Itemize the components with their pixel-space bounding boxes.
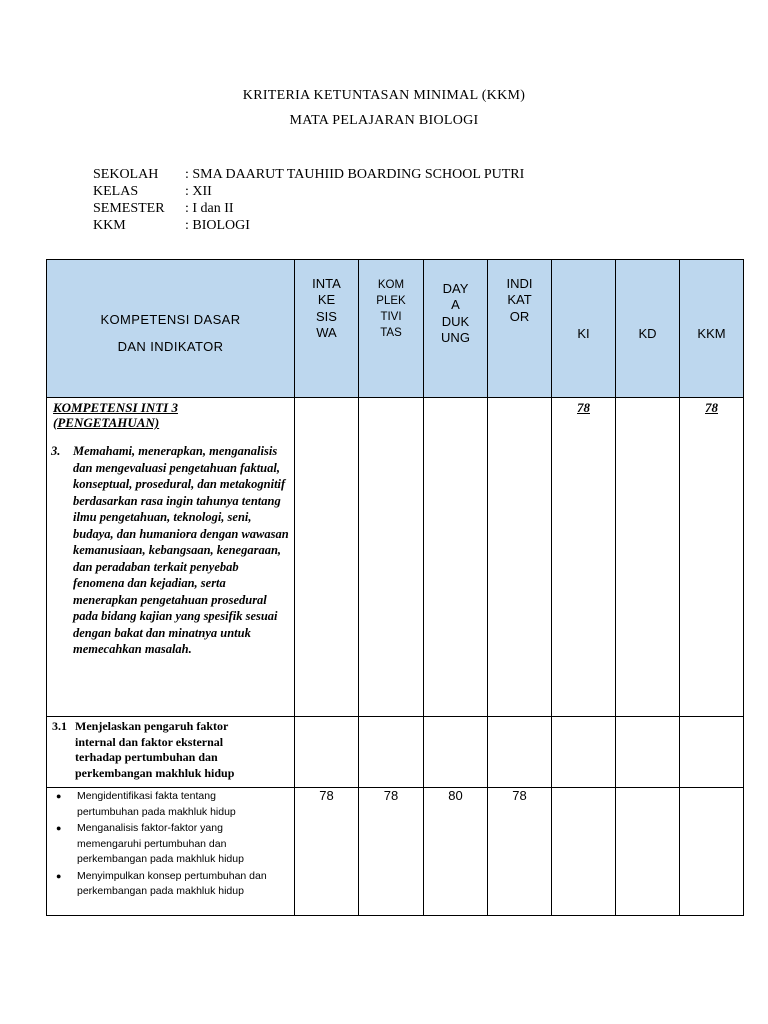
- header-kd-label: KD: [638, 326, 657, 341]
- kd-3-1-cell: [47, 717, 295, 788]
- empty-cell: [616, 788, 680, 916]
- header-kd-line1: KOMPETENSI DASAR: [100, 311, 241, 327]
- header-kompetensi-dasar: [47, 260, 295, 398]
- empty-cell: [488, 717, 552, 788]
- empty-cell: [359, 717, 424, 788]
- intake-value: 78: [295, 788, 359, 916]
- bullet-icon: ●: [56, 870, 62, 881]
- table-row-kd-3-1: [47, 717, 744, 788]
- indicator-text: Menganalisis faktor-faktor yang memengaruhi pertumbuhan dan perkembangan pada makhluk hidup: [77, 822, 244, 865]
- empty-cell: [552, 717, 616, 788]
- header-indikator-label: INDI KAT OR: [506, 275, 533, 324]
- ki3-title: KOMPETENSI INTI 3 (PENGETAHUAN): [53, 400, 178, 430]
- header-kompleksitas-label: KOM PLEK TIVI TAS: [376, 278, 406, 339]
- empty-cell: [680, 717, 744, 788]
- info-value: : SMA DAARUT TAUHIID BOARDING SCHOOL PUTRI: [185, 167, 525, 182]
- bullet-icon: ●: [56, 823, 62, 833]
- ki3-kkm-value: 78: [705, 400, 718, 415]
- empty-cell: [424, 717, 488, 788]
- document-title: KRITERIA KETUNTASAN MINIMAL (KKM): [242, 88, 526, 103]
- indicator-list: [47, 789, 294, 900]
- info-row-sekolah: [93, 166, 524, 183]
- info-label: SEMESTER: [93, 201, 165, 216]
- ki3-kompleksitas-cell: [359, 398, 424, 717]
- bullet-icon: ●: [56, 791, 62, 801]
- info-value: : I dan II: [185, 201, 234, 216]
- ki3-indikator-cell: [488, 398, 552, 717]
- document-subtitle: MATA PELAJARAN BIOLOGI: [289, 113, 479, 128]
- info-value: : XII: [185, 184, 212, 199]
- header-ki: [552, 260, 616, 398]
- ki3-kd-cell: [616, 398, 680, 717]
- empty-cell: [552, 788, 616, 916]
- indikator-value: 78: [488, 788, 552, 916]
- info-value: : BIOLOGI: [185, 218, 250, 233]
- ki3-intake-cell: [295, 398, 359, 717]
- school-info: [93, 166, 524, 234]
- empty-cell: [616, 717, 680, 788]
- header-ki-label: KI: [577, 326, 590, 341]
- info-label: SEKOLAH: [93, 167, 159, 182]
- info-row-semester: [93, 200, 524, 217]
- ki3-ki-value: 78: [577, 400, 590, 415]
- kd-3-1-number: 3.1: [52, 719, 67, 733]
- info-label: KKM: [93, 218, 126, 233]
- ki3-ki-cell: [552, 398, 616, 717]
- info-row-kkm: [93, 217, 524, 234]
- indicator-text: Mengidentifikasi fakta tentang pertumbuhan pada makhluk hidup: [77, 790, 236, 818]
- kkm-table: [46, 259, 744, 916]
- list-item: [56, 869, 267, 900]
- header-kd: [616, 260, 680, 398]
- header-daya-dukung: [424, 260, 488, 398]
- info-row-kelas: [93, 183, 524, 200]
- indicator-text: Menyimpulkan konsep pertumbuhan dan perkembangan pada makhluk hidup: [77, 869, 267, 897]
- ki3-daya-dukung-cell: [424, 398, 488, 717]
- ki3-cell: [47, 398, 295, 717]
- header-kkm: [680, 260, 744, 398]
- header-intake-siswa: [295, 260, 359, 398]
- info-label: KELAS: [93, 184, 139, 199]
- header-kd-line2: DAN INDIKATOR: [117, 338, 224, 354]
- table-header-row: [47, 260, 744, 398]
- table-row-ki3: [47, 398, 744, 717]
- kompleksitas-value: 78: [359, 788, 424, 916]
- empty-cell: [680, 788, 744, 916]
- header-indikator: [488, 260, 552, 398]
- ki3-kkm-cell: [680, 398, 744, 717]
- header-kompleksitas: [359, 260, 424, 398]
- indicators-cell: [47, 788, 295, 916]
- list-item: [56, 821, 267, 868]
- table-row-indicators: [47, 788, 744, 916]
- header-intake-label: INTA KE SIS WA: [312, 275, 341, 340]
- ki3-number: 3.: [51, 444, 61, 458]
- list-item: [56, 789, 267, 820]
- header-daya-dukung-label: DAY A DUK UNG: [441, 280, 470, 345]
- header-kkm-label: KKM: [697, 326, 726, 341]
- empty-cell: [295, 717, 359, 788]
- ki3-text: Memahami, menerapkan, menganalisis dan mengevaluasi pengetahuan faktual, konseptual, prosedural, dan metakognitif berdasarkan rasa ingin tahunya tentang ilmu pengetahuan, teknologi, seni, budaya, dan humaniora dengan wawasan kemanusiaan, kebangsaan, kenegaraan, dan peradaban terkait penyebab fenomena dan kejadian, serta menerapkan pengetahuan prosedural pada bidang kajian yang spesifik sesuai dengan bakat dan minatnya untuk memecahkan masalah.: [73, 444, 289, 656]
- kd-3-1-text: Menjelaskan pengaruh faktor internal dan faktor eksternal terhadap pertumbuhan dan perkembangan makhluk hidup: [75, 719, 235, 780]
- daya-dukung-value: 80: [424, 788, 488, 916]
